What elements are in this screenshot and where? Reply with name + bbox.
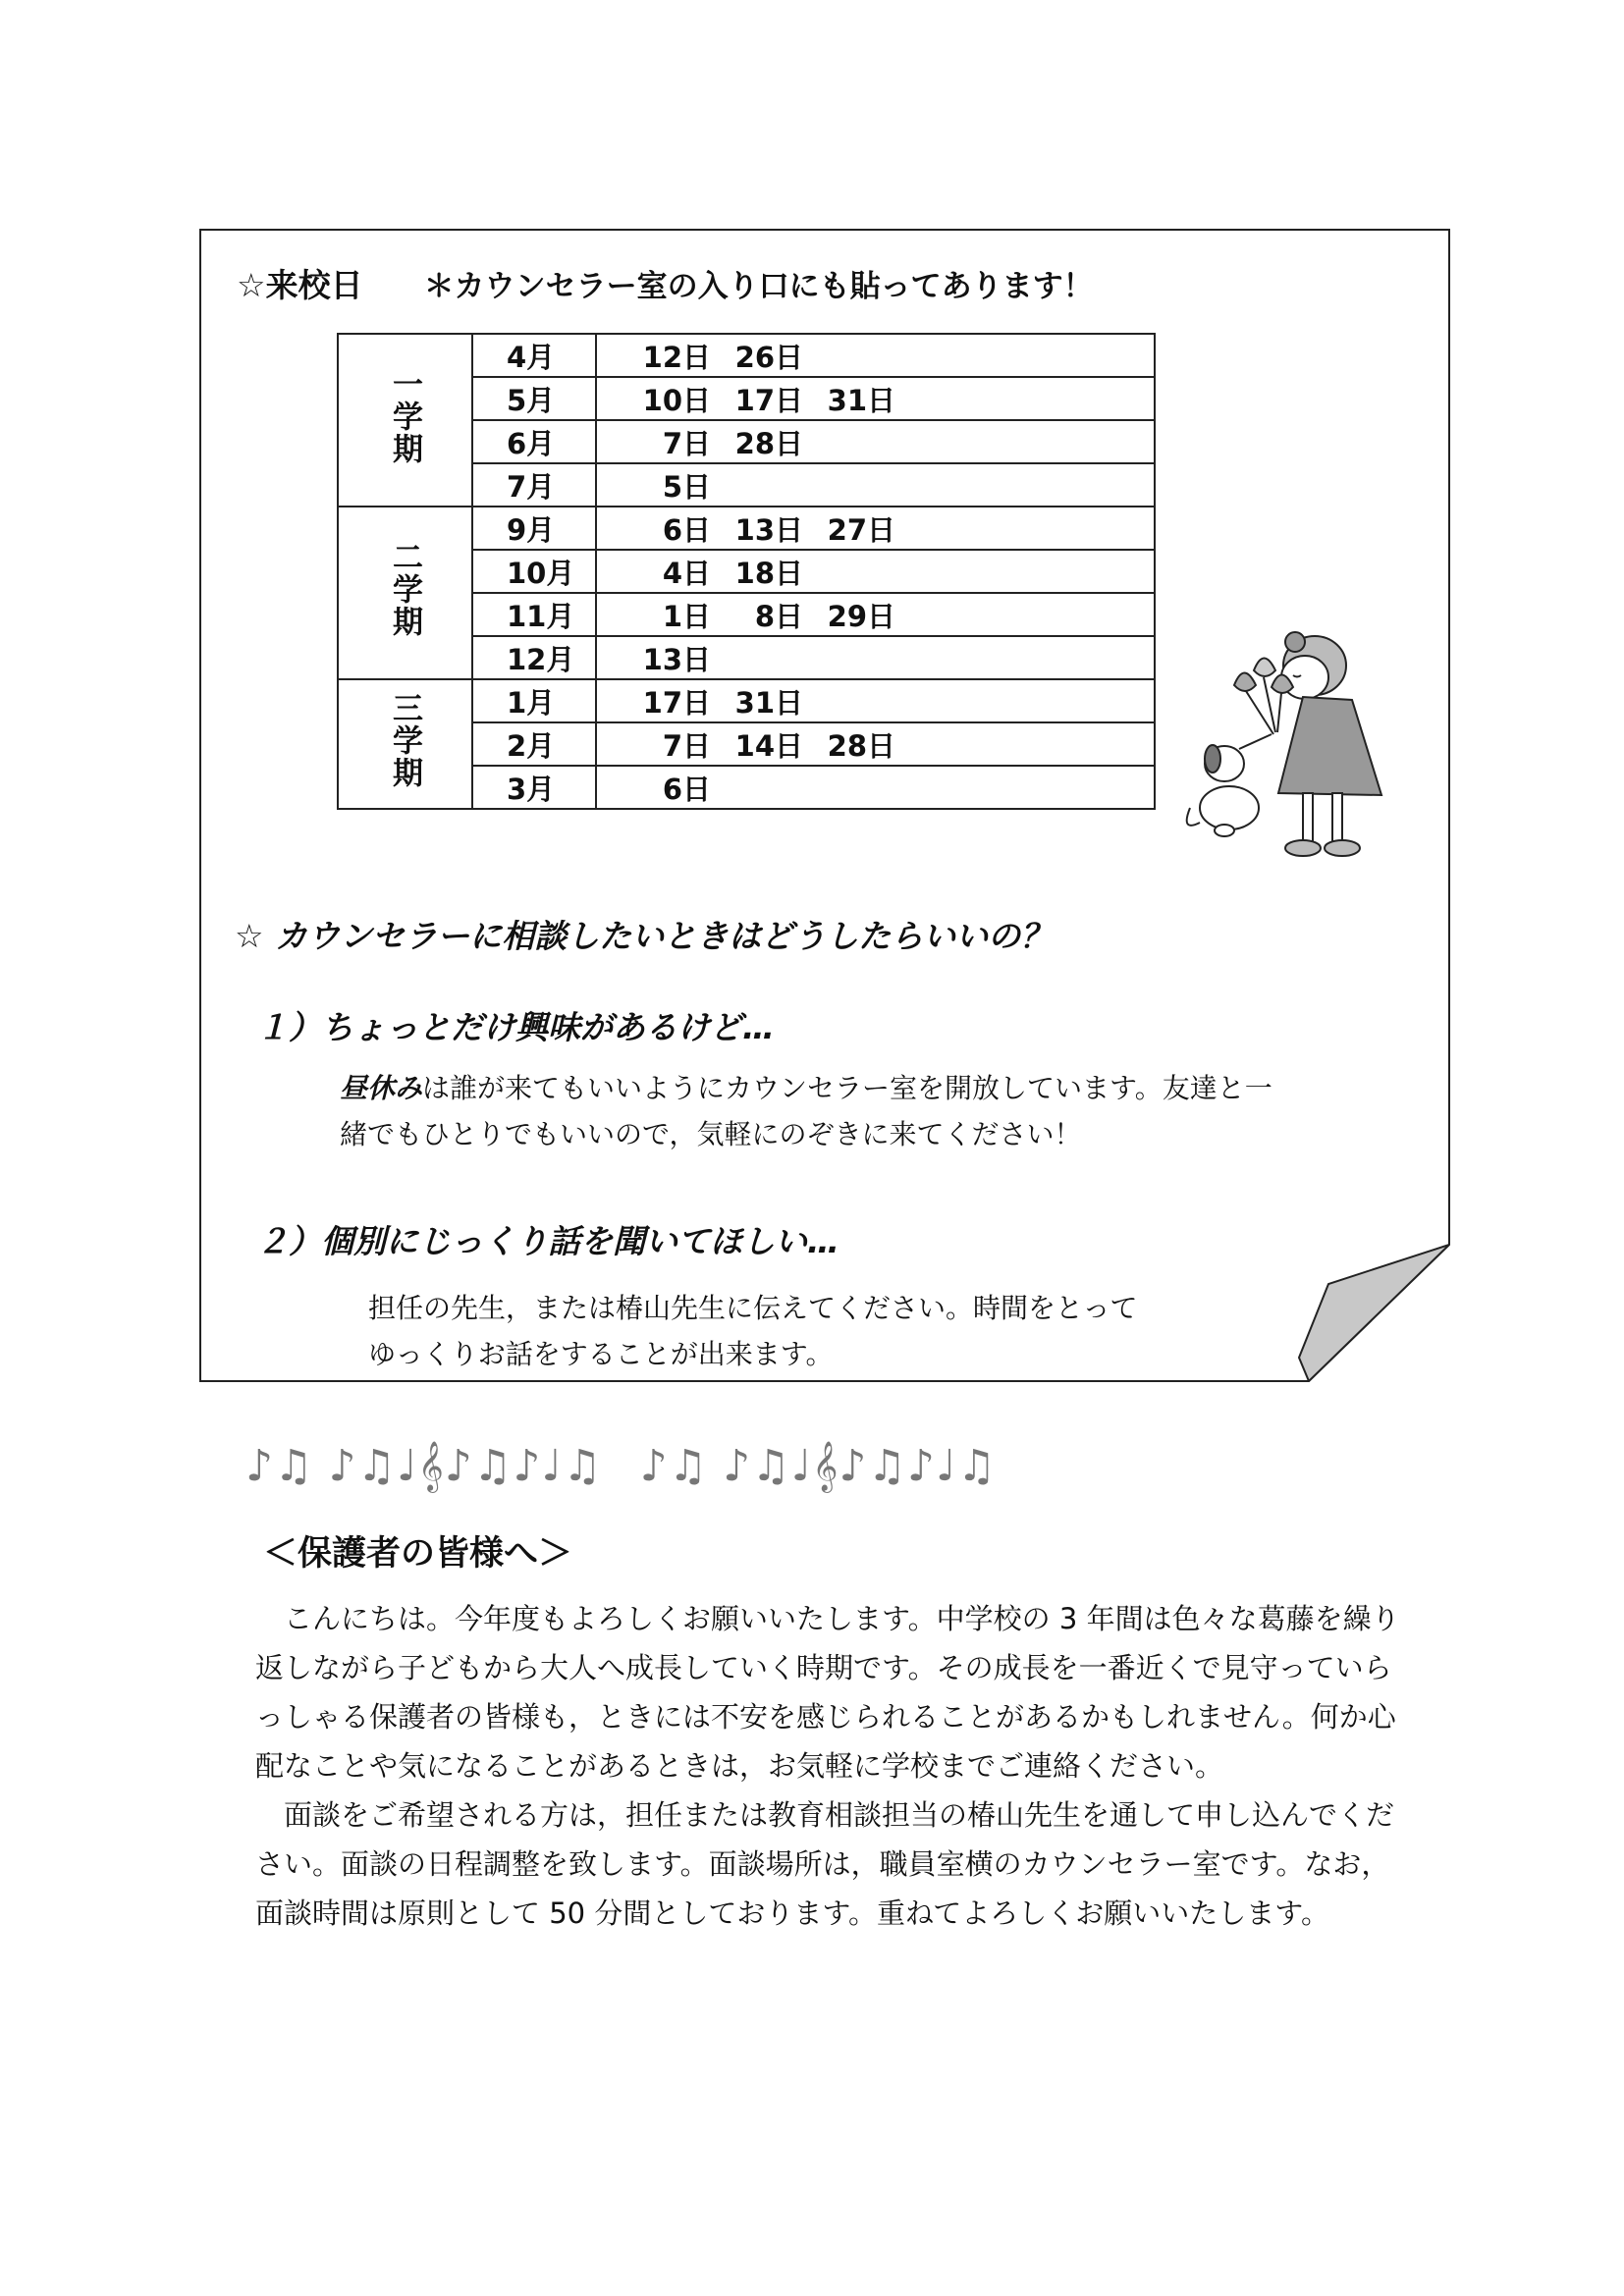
days-cell [596, 593, 1155, 636]
month-cell: 9月 [472, 507, 596, 550]
visit-day: 12日 [642, 340, 711, 374]
days-cell [596, 679, 1155, 722]
visit-day: 6日 [662, 772, 711, 806]
question2-line2: ゆっくりお話をすることが出来ます。 [368, 1338, 834, 1370]
visit-day: 5日 [662, 469, 711, 504]
music-notes-left: ♪♫ ♪♫♩𝄞♪♫♪♩♫ [245, 1441, 603, 1491]
month-cell: 10月 [472, 550, 596, 593]
term-label [338, 334, 472, 507]
visit-day: 28日 [827, 728, 895, 763]
month-cell: 2月 [472, 722, 596, 766]
month-cell: 11月 [472, 593, 596, 636]
visit-day: 29日 [827, 599, 895, 633]
visit-day: 17日 [642, 685, 711, 720]
visit-note: ＊カウンセラー室の入り口にも貼ってあります！ [423, 269, 1094, 304]
days-cell [596, 507, 1155, 550]
days-cell [596, 420, 1155, 463]
month-cell: 1月 [472, 679, 596, 722]
visit-day: 26日 [734, 340, 803, 374]
term-label [338, 507, 472, 679]
question1-line1: は誰が来てもいいようにカウンセラー室を開放しています。友達と一 [422, 1072, 1272, 1104]
visit-day: 8日 [754, 599, 803, 633]
term-text: 一学期 [387, 368, 422, 465]
term-label [338, 679, 472, 809]
month-cell: 12月 [472, 636, 596, 679]
schedule-row [338, 334, 1155, 377]
month-cell: 7月 [472, 463, 596, 507]
music-notes-border [245, 1441, 997, 1491]
question1-line2: 緒でもひとりでもいいので，気軽にのぞきに来てください！ [340, 1118, 1082, 1150]
visit-day: 7日 [662, 426, 711, 460]
month-cell: 4月 [472, 334, 596, 377]
visit-day: 7日 [662, 728, 711, 763]
question2-body [368, 1285, 1330, 1377]
guardian-paragraph-2: 面談をご希望される方は，担任または教育相談担当の椿山先生を通して申し込んでください。面談の日程調整を致します。面談場所は，職員室横のカウンセラー室です。なお，面談時間は原則として 50 分間としております。重ねてよろしくお願いいたします。 [255, 1798, 1395, 1930]
consult-heading: ☆ カウンセラーに相談したいときはどうしたらいいの？ [235, 917, 1054, 955]
month-cell: 3月 [472, 766, 596, 809]
days-cell [596, 463, 1155, 507]
lunch-break-emphasis: 昼休み [340, 1072, 423, 1104]
girl-with-dog-illustration [1185, 626, 1391, 872]
guardian-section-body [255, 1594, 1409, 1938]
visit-day: 27日 [827, 512, 895, 547]
term-text: 三学期 [387, 692, 422, 789]
days-cell [596, 550, 1155, 593]
visit-schedule-table [337, 333, 1156, 810]
visit-day: 17日 [734, 383, 803, 417]
visit-day: 4日 [662, 556, 711, 590]
guardian-section-title: ＜保護者の皆様へ＞ [263, 1534, 573, 1574]
visit-heading [237, 260, 1094, 306]
question1-body [340, 1065, 1420, 1157]
visit-day: 10日 [642, 383, 711, 417]
visit-day: 1日 [662, 599, 711, 633]
visit-day: 31日 [734, 685, 803, 720]
visit-title: ☆来校日 [237, 266, 363, 304]
question1-heading: １）ちょっとだけ興味があるけど… [256, 1008, 775, 1046]
days-cell [596, 722, 1155, 766]
visit-day: 13日 [642, 642, 711, 676]
month-cell: 6月 [472, 420, 596, 463]
visit-day: 13日 [734, 512, 803, 547]
schedule-row [338, 679, 1155, 722]
notice-box [199, 229, 1451, 1382]
visit-day: 28日 [734, 426, 803, 460]
question2-heading: ２）個別にじっくり話を聞いてほしい… [256, 1222, 839, 1260]
days-cell [596, 766, 1155, 809]
guardian-paragraph-1: こんにちは。今年度もよろしくお願いいたします。中学校の 3 年間は色々な葛藤を繰り返しながら子どもから大人へ成長していく時期です。その成長を一番近くで見守っていらっしゃる保護者の皆様も，ときには不安を感じられることがあるかもしれません。何か心配なことや気になることがあるときは，お気軽に学校までご連絡ください。 [255, 1602, 1400, 1783]
days-cell [596, 377, 1155, 420]
visit-day: 14日 [734, 728, 803, 763]
days-cell [596, 636, 1155, 679]
visit-day: 18日 [734, 556, 803, 590]
visit-day: 6日 [662, 512, 711, 547]
month-cell: 5月 [472, 377, 596, 420]
visit-day: 31日 [827, 383, 895, 417]
question2-line1: 担任の先生，または椿山先生に伝えてください。時間をとって [368, 1292, 1138, 1324]
days-cell [596, 334, 1155, 377]
schedule-row [338, 507, 1155, 550]
term-text: 二学期 [387, 541, 422, 638]
music-notes-right: ♪♫ ♪♫♩𝄞♪♫♪♩♫ [639, 1441, 998, 1491]
